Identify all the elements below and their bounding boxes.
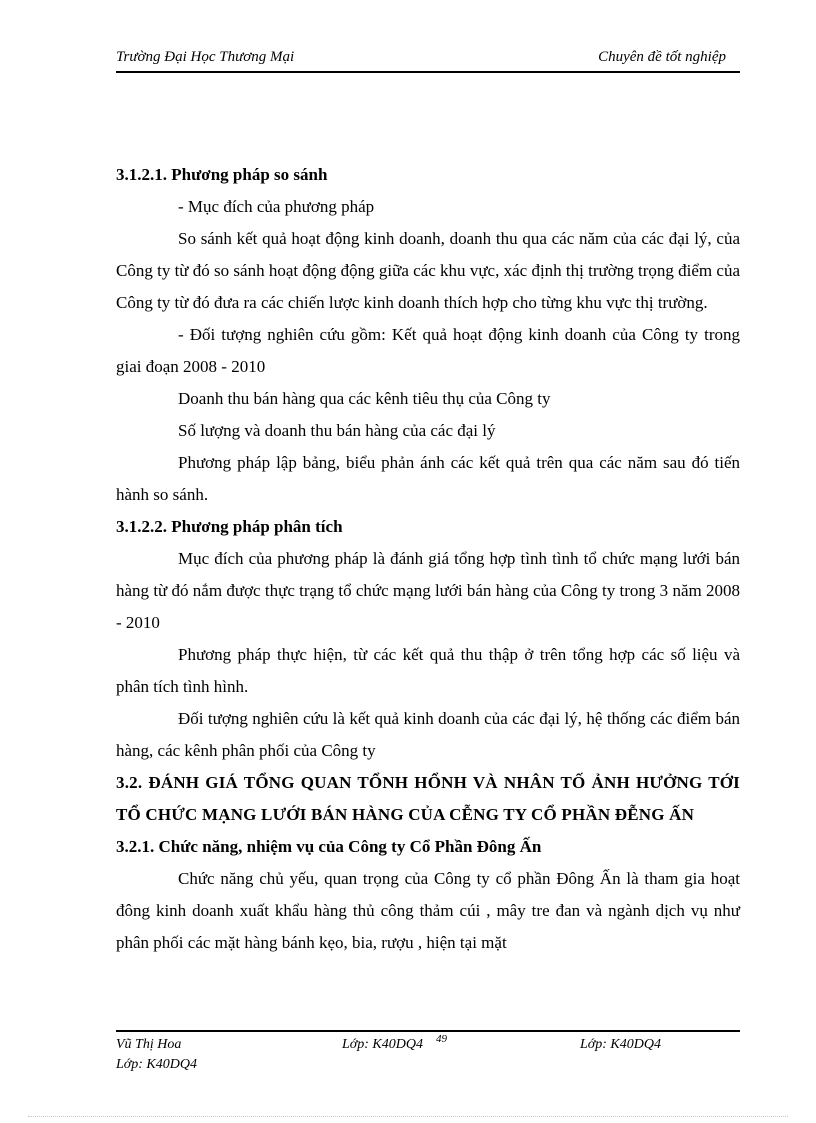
body-paragraph: Doanh thu bán hàng qua các kênh tiêu thụ của Công ty [178, 389, 551, 408]
body-paragraph: Đối tượng nghiên cứu là kết quả kinh doanh của các đại lý, hệ thống các điểm bán hàng, các kênh phân phối của Công ty [116, 709, 740, 760]
header-school-name: Trường Đại Học Thương Mại [116, 49, 295, 65]
body-paragraph: Phương pháp thực hiện, từ các kết quả thu thập ở trên tổng hợp các số liệu và phân tích tình hình. [116, 645, 740, 696]
body-paragraph: - Đối tượng nghiên cứu gồm: Kết quả hoạt động kinh doanh của Công ty trong giai đoạn 2008 - 2010 [116, 325, 740, 376]
body-paragraph: Mục đích của phương pháp là đánh giá tổng hợp tình tình tổ chức mạng lưới bán hàng từ đó nắm được thực trạng tổ chức mạng lưới bán hàng của Công ty trong 3 năm 2008 - 2010 [116, 549, 740, 632]
section-heading: 3.1.2.1. Phương pháp so sánh [116, 165, 328, 184]
body-paragraph: - Mục đích của phương pháp [178, 197, 375, 216]
footer-page-number: 49 [436, 1033, 447, 1045]
footer-author-name: Vũ Thị Hoa [116, 1037, 182, 1052]
section-heading: 3.1.2.2. Phương pháp phân tích [116, 517, 343, 536]
body-paragraph: So sánh kết quả hoạt động kinh doanh, doanh thu qua các năm của các đại lý, của Công ty từ đó so sánh hoạt động động giữa các khu vực, xác định thị trường trọng điểm của Công ty từ đó đưa ra các chiến lược kinh doanh thích hợp cho từng khu vực thị trường. [116, 229, 740, 312]
document-body [116, 159, 740, 959]
page-header [116, 47, 740, 73]
page-footer [116, 1030, 740, 1080]
chapter-heading: 3.2. ĐÁNH GIÁ TỔNG QUAN TỔNH HỔNH VÀ NHÂN TỐ ẢNH HƯỞNG TỚI TỔ CHỨC MẠNG LƯỚI BÁN HÀNG CỦA CỄNG TY CỔ PHẦN ĐỄNG ẤN [116, 773, 740, 824]
footer-class-middle: Lớp: K40DQ4 [342, 1037, 423, 1052]
footer-class-below: Lớp: K40DQ4 [116, 1057, 197, 1072]
body-paragraph: Số lượng và doanh thu bán hàng của các đại lý [178, 421, 496, 440]
page-edge-divider [28, 1116, 788, 1117]
header-document-type: Chuyên đề tốt nghiệp [598, 49, 726, 65]
body-paragraph: Phương pháp lập bảng, biểu phản ánh các kết quả trên qua các năm sau đó tiến hành so sánh. [116, 453, 740, 504]
footer-class-right: Lớp: K40DQ4 [580, 1037, 661, 1052]
section-heading: 3.2.1. Chức năng, nhiệm vụ của Công ty Cổ Phần Đông Ấn [116, 837, 542, 856]
body-paragraph: Chức năng chủ yếu, quan trọng của Công ty cổ phần Đông Ấn là tham gia hoạt đông kinh doanh xuất khẩu hàng thủ công thảm cúi , mây tre đan và ngành dịch vụ như phân phối các mặt hàng bánh kẹo, bia, rượu , hiện tại mặt [116, 869, 740, 952]
